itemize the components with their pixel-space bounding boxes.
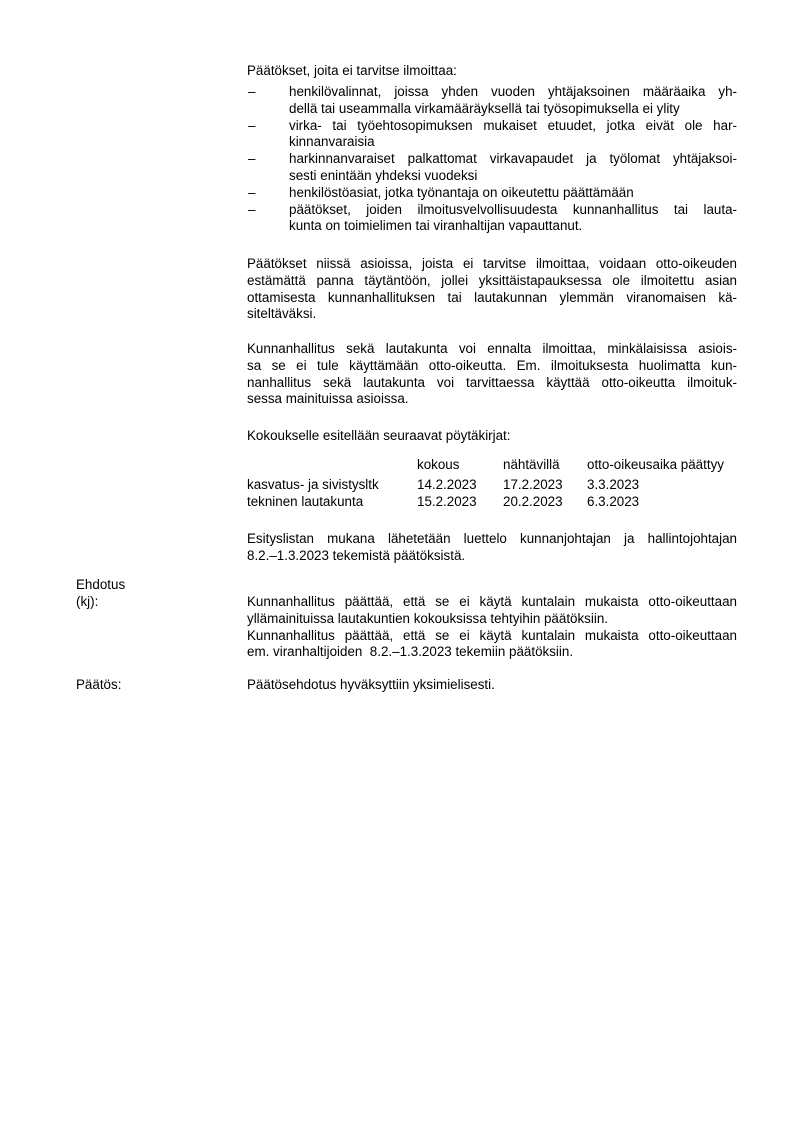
- paragraph-line: Kokoukselle esitellään seuraavat pöytäkirjat:: [247, 428, 511, 443]
- bullet-dash-icon: –: [248, 201, 256, 217]
- label-line: Päätös:: [76, 677, 122, 692]
- bullet-line: dellä tai useammalla virkamääräyksellä tai työsopimuksella ei ylity: [289, 100, 680, 116]
- paragraph-ennalta-ilmoitus: [247, 341, 737, 408]
- table-header-otto-oikeusaika: otto-oikeusaika päättyy: [587, 457, 724, 472]
- ehdotus-text: [247, 594, 737, 661]
- paragraph-line: Päätökset, joita ei tarvitse ilmoittaa:: [247, 63, 457, 78]
- paragraph-esityslista: [247, 531, 737, 565]
- paragraph-line: Kunnanhallitus päättää, että se ei käytä kuntalain mukaista otto-oikeuttaan: [247, 627, 737, 643]
- paragraph-otto-oikeus: [247, 256, 737, 323]
- paragraph-line: yllämainituissa lautakuntien kokouksissa tehtyihin päätöksiin.: [247, 610, 608, 626]
- paragraph-kokoukselle: [247, 428, 737, 445]
- table-header-kokous: kokous: [417, 457, 460, 472]
- table-row: [247, 494, 737, 511]
- table-header-nahtavilla: nähtävillä: [503, 457, 560, 472]
- bullet-dash-icon: –: [248, 117, 256, 133]
- table-row: [247, 477, 737, 494]
- paragraph-line: nanhallitus sekä lautakunta voi tarvittaessa käyttää otto-oikeutta ilmoituk-: [247, 374, 737, 390]
- bullet-line: henkilövalinnat, joissa yhden vuoden yhtäjaksoinen määräaika yh-: [289, 84, 737, 99]
- table-cell-nahtavilla: 20.2.2023: [503, 493, 563, 509]
- table-header-row: [247, 457, 737, 474]
- intro-paragraph: [247, 63, 737, 80]
- bullet-line: kinnanvaraisia: [289, 134, 375, 150]
- paragraph-line: 8.2.–1.3.2023 tekemistä päätöksistä.: [247, 547, 466, 563]
- bullet-line: virka- tai työehtosopimuksen mukaiset etuudet, jotka eivät ole har-: [289, 117, 737, 133]
- paragraph-line: Kunnanhallitus sekä lautakunta voi ennalta ilmoittaa, minkälaisissa asiois-: [247, 341, 737, 356]
- table-cell-otto: 3.3.2023: [587, 476, 640, 492]
- bullet-item: [247, 202, 737, 236]
- bullet-line: kunta on toimielimen tai viranhaltijan vapauttanut.: [289, 218, 583, 234]
- paatos-text: [247, 677, 737, 694]
- paragraph-line: estämättä panna täytäntöön, jollei yksittäistapauksessa ole ilmoitettu asian: [247, 272, 737, 288]
- bullet-item: [247, 151, 737, 185]
- bullet-item: [247, 84, 737, 118]
- table-cell-otto: 6.3.2023: [587, 493, 640, 509]
- table-cell-kokous: 15.2.2023: [417, 493, 477, 509]
- paragraph-line: sa se ei tule käyttämään otto-oikeutta. Em. ilmoituksesta huolimatta kun-: [247, 357, 737, 373]
- bullet-item: [247, 185, 737, 202]
- minutes-table: [247, 457, 737, 510]
- paragraph-line: sessa mainituissa asioissa.: [247, 391, 409, 407]
- bullet-list: [247, 84, 737, 235]
- table-cell-nahtavilla: 17.2.2023: [503, 476, 563, 492]
- bullet-line: henkilöstöasiat, jotka työnantaja on oikeutettu päättämään: [289, 184, 634, 200]
- table-header-empty: [247, 457, 417, 474]
- bullet-dash-icon: –: [248, 151, 256, 167]
- paragraph-line: em. viranhaltijoiden 8.2.–1.3.2023 tekemiin päätöksiin.: [247, 644, 574, 660]
- paatos-label: [76, 677, 226, 694]
- bullet-line: harkinnanvaraiset palkattomat virkavapaudet ja työlomat yhtäjaksoi-: [289, 151, 737, 167]
- label-line: Ehdotus: [76, 577, 126, 592]
- paragraph-line: Esityslistan mukana lähetetään luettelo kunnanjohtajan ja hallintojohtajan: [247, 531, 737, 546]
- paragraph-line: Päätösehdotus hyväksyttiin yksimielisesti.: [247, 677, 495, 692]
- ehdotus-label: [76, 577, 226, 611]
- paragraph-line: Kunnanhallitus päättää, että se ei käytä kuntalain mukaista otto-oikeuttaan: [247, 594, 737, 609]
- paragraph-line: ottamisesta kunnanhallituksen tai lautakunnan ylemmän viranomaisen kä-: [247, 289, 737, 305]
- bullet-dash-icon: –: [248, 84, 256, 99]
- bullet-item: [247, 118, 737, 152]
- table-cell-name: kasvatus- ja sivistysltk: [247, 476, 379, 492]
- paragraph-line: siteltäväksi.: [247, 306, 317, 322]
- bullet-line: sesti enintään yhdeksi vuodeksi: [289, 167, 478, 183]
- table-cell-name: tekninen lautakunta: [247, 493, 364, 509]
- table-cell-kokous: 14.2.2023: [417, 476, 477, 492]
- label-line: (kj):: [76, 593, 99, 609]
- bullet-dash-icon: –: [248, 184, 256, 200]
- paragraph-line: Päätökset niissä asioissa, joista ei tarvitse ilmoittaa, voidaan otto-oikeuden: [247, 256, 737, 271]
- bullet-line: päätökset, joiden ilmoitusvelvollisuudesta kunnanhallitus tai lauta-: [289, 201, 737, 217]
